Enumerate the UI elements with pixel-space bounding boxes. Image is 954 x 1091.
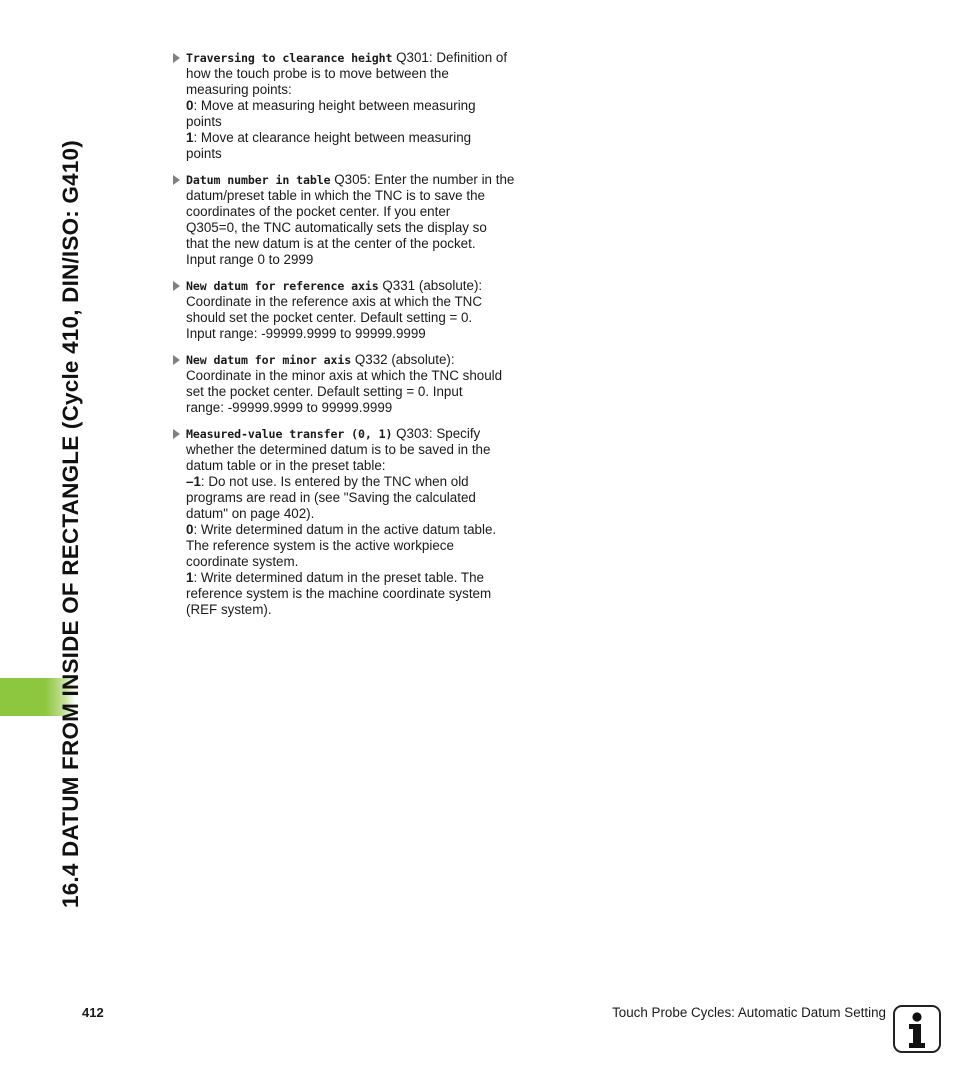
parameter-text-line: whether the determined datum is to be saved in the <box>186 442 491 457</box>
parameter-text-line: Q305=0, the TNC automatically sets the display so <box>186 220 487 235</box>
parameter-text-line: set the pocket center. Default setting = 0. Input <box>186 384 463 399</box>
parameter-text-line: datum table or in the preset table: <box>186 458 386 473</box>
parameter-item <box>172 172 528 268</box>
parameter-text-line: reference system is the machine coordinate system <box>186 586 492 601</box>
parameter-text-line: range: -99999.9999 to 99999.9999 <box>186 400 393 415</box>
parameter-text-line: points <box>186 114 222 129</box>
parameter-text-line: 1: Move at clearance height between measuring <box>186 130 472 145</box>
parameter-text-line: datum" on page 402). <box>186 506 315 521</box>
parameter-item <box>172 50 528 162</box>
parameter-name: New datum for minor axis <box>186 353 352 367</box>
parameter-text-line: 0: Move at measuring height between measuring <box>186 98 476 113</box>
parameter-text-line: New datum for minor axis Q332 (absolute): <box>186 352 455 367</box>
parameter-item <box>172 278 528 342</box>
parameter-text-line: Coordinate in the minor axis at which the TNC should <box>186 368 503 383</box>
section-title-vertical: 16.4 DATUM FROM INSIDE OF RECTANGLE (Cycle 410, DIN/ISO: G410) <box>58 140 83 908</box>
parameter-text-line: coordinates of the pocket center. If you enter <box>186 204 451 219</box>
parameter-text-line: measuring points: <box>186 82 292 97</box>
parameter-item <box>172 352 528 416</box>
page-number: 412 <box>82 1005 104 1020</box>
bullet-arrow-icon <box>173 429 180 439</box>
parameter-text-line: Input range 0 to 2999 <box>186 252 314 267</box>
parameter-text-line: Measured-value transfer (0, 1) Q303: Specify <box>186 426 481 441</box>
parameter-text-line: –1: Do not use. Is entered by the TNC when old <box>186 474 469 489</box>
parameter-text-line: points <box>186 146 222 161</box>
option-value: 0 <box>186 98 194 113</box>
option-value: 0 <box>186 522 194 537</box>
parameter-text-line: Traversing to clearance height Q301: Definition of <box>186 50 508 65</box>
option-value: 1 <box>186 570 194 585</box>
parameter-text-line: that the new datum is at the center of the pocket. <box>186 236 476 251</box>
parameter-text-line: The reference system is the active workpiece <box>186 538 454 553</box>
bullet-arrow-icon <box>173 175 180 185</box>
parameter-text-line: Input range: -99999.9999 to 99999.9999 <box>186 326 426 341</box>
parameter-text-line: Datum number in table Q305: Enter the number in the <box>186 172 515 187</box>
parameter-text-line: New datum for reference axis Q331 (absolute): <box>186 278 483 293</box>
info-glyph <box>895 1007 939 1051</box>
parameter-name: Datum number in table <box>186 173 331 187</box>
parameter-name: Traversing to clearance height <box>186 51 393 65</box>
parameter-text-line: 0: Write determined datum in the active datum table. <box>186 522 497 537</box>
parameter-item <box>172 426 528 618</box>
parameter-name: Measured-value transfer (0, 1) <box>186 427 393 441</box>
parameter-name: New datum for reference axis <box>186 279 379 293</box>
chapter-title: Touch Probe Cycles: Automatic Datum Setting <box>612 1005 886 1020</box>
bullet-arrow-icon <box>173 281 180 291</box>
parameter-text-line: coordinate system. <box>186 554 299 569</box>
option-value: 1 <box>186 130 194 145</box>
option-value: –1 <box>186 474 201 489</box>
parameter-list <box>172 50 528 628</box>
parameter-text-line: (REF system). <box>186 602 272 617</box>
info-icon <box>893 1005 941 1053</box>
parameter-text-line: programs are read in (see "Saving the calculated <box>186 490 476 505</box>
bullet-arrow-icon <box>173 355 180 365</box>
parameter-text-line: how the touch probe is to move between the <box>186 66 449 81</box>
parameter-text-line: datum/preset table in which the TNC is to save the <box>186 188 485 203</box>
parameter-text-line: 1: Write determined datum in the preset table. The <box>186 570 484 585</box>
bullet-arrow-icon <box>173 53 180 63</box>
parameter-text-line: Coordinate in the reference axis at which the TNC <box>186 294 482 309</box>
parameter-text-line: should set the pocket center. Default setting = 0. <box>186 310 473 325</box>
